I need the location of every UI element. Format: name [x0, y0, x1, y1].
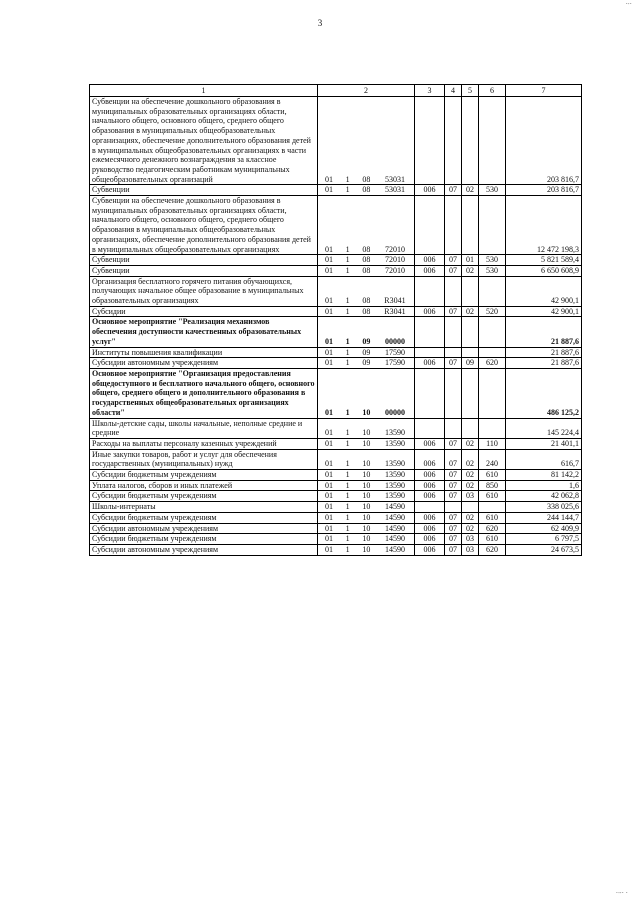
row-section: 07 [445, 534, 462, 545]
row-code [318, 449, 415, 469]
row-subsection: 03 [462, 544, 479, 555]
row-code [318, 347, 415, 358]
row-amount: 42 900,1 [506, 306, 582, 317]
row-section: 07 [445, 523, 462, 534]
row-section: 07 [445, 449, 462, 469]
row-expense-type: 620 [479, 544, 506, 555]
row-section [445, 418, 462, 438]
code-part: 1 [345, 255, 350, 265]
row-ministry-code: 006 [415, 265, 445, 276]
row-section [445, 368, 462, 418]
code-part: 01 [325, 296, 333, 306]
row-section: 07 [445, 512, 462, 523]
row-section: 07 [445, 544, 462, 555]
code-part: 53031 [384, 174, 405, 184]
row-amount: 486 125,2 [506, 368, 582, 418]
code-parts [320, 545, 412, 555]
row-section [445, 97, 462, 185]
row-section: 07 [445, 438, 462, 449]
code-part: R3041 [384, 306, 406, 316]
row-name: Основное мероприятие "Организация предоставления общедоступного и бесплатного начального общего, основного общего, среднего общего и дополнительного образования в государственных общеобразовательных организациях области" [90, 368, 318, 418]
row-name: Школы-детские сады, школы начальные, неполные средние и средние [90, 418, 318, 438]
row-amount: 1,6 [506, 480, 582, 491]
code-parts [320, 307, 412, 317]
column-header: 3 [415, 85, 445, 97]
row-subsection: 09 [462, 358, 479, 369]
code-part: 01 [325, 459, 333, 469]
row-name: Организация бесплатного горячего питания обучающихся, получающих начальное общее образование в муниципальных образовательных организациях [90, 276, 318, 306]
code-part: 01 [325, 502, 333, 512]
table-row [90, 196, 582, 255]
code-part: 1 [345, 358, 350, 368]
code-part: 01 [325, 306, 333, 316]
table-row [90, 185, 582, 196]
code-part: 1 [345, 512, 350, 522]
row-subsection: 02 [462, 185, 479, 196]
code-part: 01 [325, 470, 333, 480]
row-amount: 21 887,6 [506, 317, 582, 347]
code-parts [320, 524, 412, 534]
code-part: 10 [362, 438, 371, 448]
code-part: 53031 [384, 185, 405, 195]
row-code [318, 265, 415, 276]
row-name: Школы-интернаты [90, 502, 318, 513]
code-part: 01 [325, 428, 333, 438]
code-parts [320, 408, 412, 418]
row-code [318, 306, 415, 317]
row-subsection: 02 [462, 438, 479, 449]
code-part: 01 [325, 438, 333, 448]
code-part: 1 [345, 265, 350, 275]
row-subsection: 02 [462, 480, 479, 491]
row-expense-type: 240 [479, 449, 506, 469]
row-section: 07 [445, 306, 462, 317]
code-part: 1 [345, 306, 350, 316]
code-parts [320, 348, 412, 358]
row-ministry-code: 006 [415, 449, 445, 469]
code-parts [320, 534, 412, 544]
code-part: 1 [345, 523, 350, 533]
code-part: 01 [325, 185, 333, 195]
row-expense-type: 530 [479, 185, 506, 196]
row-amount: 42 900,1 [506, 276, 582, 306]
row-name: Субвенции на обеспечение дошкольного образования в муниципальных образовательных организациях области, начального общего, основного общего, среднего общего образования в муниципальных общеобразовательных организациях, обеспечение дополнительного образования детей в муниципальных общеобразовательных организациях в части ежемесячного денежного вознаграждения за классное руководство педагогическим работникам муниципальных общеобразовательных организаций [90, 97, 318, 185]
row-code [318, 502, 415, 513]
code-part: 10 [362, 407, 371, 417]
row-code [318, 97, 415, 185]
row-section: 07 [445, 480, 462, 491]
table-row [90, 438, 582, 449]
row-name: Субсидии бюджетным учреждениям [90, 470, 318, 481]
row-ministry-code: 006 [415, 512, 445, 523]
code-part: 09 [362, 347, 371, 357]
row-amount: 42 062,8 [506, 491, 582, 502]
row-amount: 24 673,5 [506, 544, 582, 555]
code-part: 13590 [384, 480, 405, 490]
table-row [90, 97, 582, 185]
code-part: 08 [362, 255, 371, 265]
row-ministry-code [415, 347, 445, 358]
code-parts [320, 255, 412, 265]
code-part: 13590 [384, 459, 405, 469]
column-header: 2 [318, 85, 415, 97]
table-row [90, 470, 582, 481]
row-expense-type: 850 [479, 480, 506, 491]
row-ministry-code: 006 [415, 544, 445, 555]
row-expense-type [479, 276, 506, 306]
code-part: 01 [325, 523, 333, 533]
row-name: Субвенции [90, 265, 318, 276]
row-code [318, 196, 415, 255]
code-part: 13590 [384, 491, 405, 501]
row-amount: 203 816,7 [506, 97, 582, 185]
code-part: 1 [345, 296, 350, 306]
row-name: Основное мероприятие "Реализация механизмов обеспечения доступности качественных образовательных услуг" [90, 317, 318, 347]
row-name: Субсидии автономным учреждениям [90, 544, 318, 555]
code-part: 1 [345, 185, 350, 195]
budget-table [89, 84, 582, 556]
code-part: 01 [325, 347, 333, 357]
table-header-row [90, 85, 582, 97]
table-row [90, 523, 582, 534]
table-row [90, 368, 582, 418]
code-parts [320, 337, 412, 347]
column-header: 4 [445, 85, 462, 97]
row-expense-type: 530 [479, 255, 506, 266]
row-expense-type: 620 [479, 358, 506, 369]
row-expense-type: 610 [479, 491, 506, 502]
code-part: 10 [362, 544, 371, 554]
code-part: 13590 [384, 438, 405, 448]
code-part: 10 [362, 502, 371, 512]
code-part: 10 [362, 480, 371, 490]
row-subsection: 02 [462, 306, 479, 317]
row-expense-type [479, 502, 506, 513]
table-row [90, 480, 582, 491]
row-expense-type [479, 97, 506, 185]
table-row [90, 255, 582, 266]
code-parts [320, 502, 412, 512]
table-row [90, 347, 582, 358]
code-part: 00000 [384, 336, 405, 346]
table-row [90, 276, 582, 306]
row-section: 07 [445, 255, 462, 266]
code-part: 10 [362, 459, 371, 469]
row-ministry-code: 006 [415, 438, 445, 449]
row-expense-type: 110 [479, 438, 506, 449]
row-name: Иные закупки товаров, работ и услуг для обеспечения государственных (муниципальных) нужд [90, 449, 318, 469]
code-part: 01 [325, 544, 333, 554]
row-name: Институты повышения квалификации [90, 347, 318, 358]
code-part: 14590 [384, 534, 405, 544]
row-subsection [462, 368, 479, 418]
code-part: 1 [345, 438, 350, 448]
row-section [445, 502, 462, 513]
row-section: 07 [445, 470, 462, 481]
row-code [318, 185, 415, 196]
code-part: 01 [325, 336, 333, 346]
row-subsection: 02 [462, 265, 479, 276]
row-name: Субсидии бюджетным учреждениям [90, 491, 318, 502]
row-expense-type: 610 [479, 534, 506, 545]
code-part: 1 [345, 347, 350, 357]
table-row [90, 317, 582, 347]
row-expense-type: 610 [479, 470, 506, 481]
row-subsection [462, 418, 479, 438]
code-parts [320, 439, 412, 449]
row-expense-type: 520 [479, 306, 506, 317]
code-part: 1 [345, 491, 350, 501]
code-part: 13590 [384, 428, 405, 438]
row-amount: 244 144,7 [506, 512, 582, 523]
row-code [318, 438, 415, 449]
row-expense-type: 610 [479, 512, 506, 523]
row-ministry-code: 006 [415, 255, 445, 266]
code-part: 1 [345, 544, 350, 554]
code-part: 10 [362, 491, 371, 501]
code-part: 1 [345, 502, 350, 512]
row-code [318, 255, 415, 266]
row-subsection [462, 196, 479, 255]
code-part: 10 [362, 534, 371, 544]
row-amount: 616,7 [506, 449, 582, 469]
table-row [90, 491, 582, 502]
row-expense-type [479, 347, 506, 358]
code-part: 1 [345, 407, 350, 417]
row-code [318, 470, 415, 481]
row-subsection: 02 [462, 512, 479, 523]
row-section [445, 196, 462, 255]
code-part: 01 [325, 534, 333, 544]
row-ministry-code [415, 502, 445, 513]
row-subsection: 03 [462, 534, 479, 545]
row-section [445, 276, 462, 306]
row-ministry-code [415, 196, 445, 255]
code-part: 01 [325, 480, 333, 490]
row-amount: 62 409,9 [506, 523, 582, 534]
code-part: 17590 [384, 358, 405, 368]
code-part: 72010 [384, 265, 405, 275]
code-parts [320, 296, 412, 306]
row-amount: 6 650 608,9 [506, 265, 582, 276]
row-subsection [462, 502, 479, 513]
row-subsection: 02 [462, 470, 479, 481]
row-code [318, 480, 415, 491]
row-name: Субсидии автономным учреждениям [90, 523, 318, 534]
code-part: 72010 [384, 244, 405, 254]
code-part: 14590 [384, 502, 405, 512]
code-part: 01 [325, 512, 333, 522]
row-name: Субвенции [90, 185, 318, 196]
column-header: 7 [506, 85, 582, 97]
table-row [90, 512, 582, 523]
row-code [318, 418, 415, 438]
code-part: 00000 [384, 407, 405, 417]
row-subsection [462, 276, 479, 306]
code-part: 1 [345, 480, 350, 490]
code-part: 1 [345, 459, 350, 469]
code-part: 01 [325, 265, 333, 275]
code-part: 10 [362, 523, 371, 533]
code-part: 10 [362, 428, 371, 438]
code-part: 08 [362, 185, 371, 195]
row-ministry-code: 006 [415, 185, 445, 196]
row-name: Уплата налогов, сборов и иных платежей [90, 480, 318, 491]
table-row [90, 265, 582, 276]
row-ministry-code: 006 [415, 534, 445, 545]
code-parts [320, 481, 412, 491]
code-part: 14590 [384, 512, 405, 522]
row-ministry-code: 006 [415, 358, 445, 369]
code-parts [320, 470, 412, 480]
row-amount: 21 887,6 [506, 358, 582, 369]
row-section: 07 [445, 185, 462, 196]
code-part: 17590 [384, 347, 405, 357]
row-subsection: 01 [462, 255, 479, 266]
code-part: 08 [362, 306, 371, 316]
code-part: 1 [345, 174, 350, 184]
row-subsection: 03 [462, 491, 479, 502]
row-ministry-code [415, 97, 445, 185]
row-code [318, 512, 415, 523]
row-subsection [462, 317, 479, 347]
row-name: Субсидии автономным учреждениям [90, 358, 318, 369]
code-part: 13590 [384, 470, 405, 480]
row-section: 07 [445, 491, 462, 502]
code-part: 09 [362, 358, 371, 368]
code-part: 08 [362, 174, 371, 184]
row-code [318, 276, 415, 306]
code-part: 09 [362, 336, 371, 346]
row-ministry-code: 006 [415, 306, 445, 317]
column-header: 6 [479, 85, 506, 97]
row-code [318, 523, 415, 534]
code-part: 01 [325, 358, 333, 368]
code-part: 01 [325, 174, 333, 184]
row-section [445, 317, 462, 347]
row-ministry-code: 006 [415, 470, 445, 481]
row-ministry-code [415, 418, 445, 438]
row-expense-type [479, 196, 506, 255]
page-number: 3 [317, 18, 323, 28]
corner-mark-top: ·∙· [625, 0, 632, 8]
row-name: Субвенции на обеспечение дошкольного образования в муниципальных образовательных организациях области, начального общего, основного общего, среднего общего образования в муниципальных общеобразовательных организациях, обеспечение дополнительного образования детей в муниципальных общеобразовательных организациях [90, 196, 318, 255]
row-section: 07 [445, 265, 462, 276]
row-name: Субсидии бюджетным учреждениям [90, 534, 318, 545]
row-name: Субсидии бюджетным учреждениям [90, 512, 318, 523]
row-code [318, 368, 415, 418]
table-row [90, 502, 582, 513]
row-ministry-code [415, 368, 445, 418]
code-part: 08 [362, 244, 371, 254]
row-subsection: 02 [462, 449, 479, 469]
table-row [90, 449, 582, 469]
code-part: R3041 [384, 296, 406, 306]
code-part: 10 [362, 470, 371, 480]
code-parts [320, 358, 412, 368]
code-part: 1 [345, 428, 350, 438]
table-row [90, 418, 582, 438]
code-parts [320, 266, 412, 276]
table-row [90, 544, 582, 555]
row-amount: 145 224,4 [506, 418, 582, 438]
code-parts [320, 175, 412, 185]
row-ministry-code: 006 [415, 491, 445, 502]
column-header: 1 [90, 85, 318, 97]
row-code [318, 358, 415, 369]
code-part: 14590 [384, 523, 405, 533]
code-part: 1 [345, 244, 350, 254]
row-subsection [462, 97, 479, 185]
code-part: 1 [345, 534, 350, 544]
code-part: 08 [362, 265, 371, 275]
row-code [318, 491, 415, 502]
code-parts [320, 459, 412, 469]
row-amount: 21 401,1 [506, 438, 582, 449]
row-section [445, 347, 462, 358]
row-amount: 21 887,6 [506, 347, 582, 358]
code-parts [320, 185, 412, 195]
row-code [318, 534, 415, 545]
row-expense-type: 620 [479, 523, 506, 534]
row-amount: 6 797,5 [506, 534, 582, 545]
code-part: 10 [362, 512, 371, 522]
row-expense-type [479, 317, 506, 347]
code-part: 01 [325, 255, 333, 265]
code-parts [320, 428, 412, 438]
row-ministry-code: 006 [415, 480, 445, 491]
row-amount: 5 821 589,4 [506, 255, 582, 266]
corner-mark-bottom: ·∙∙· · [615, 889, 628, 897]
row-amount: 12 472 198,3 [506, 196, 582, 255]
code-parts [320, 513, 412, 523]
row-amount: 338 025,6 [506, 502, 582, 513]
row-amount: 81 142,2 [506, 470, 582, 481]
row-expense-type [479, 368, 506, 418]
table-row [90, 306, 582, 317]
row-name: Расходы на выплаты персоналу казенных учреждений [90, 438, 318, 449]
column-header: 5 [462, 85, 479, 97]
row-section: 07 [445, 358, 462, 369]
code-part: 08 [362, 296, 371, 306]
table-row [90, 534, 582, 545]
code-part: 01 [325, 491, 333, 501]
code-parts [320, 491, 412, 501]
code-part: 01 [325, 244, 333, 254]
code-part: 01 [325, 407, 333, 417]
row-code [318, 544, 415, 555]
row-ministry-code: 006 [415, 523, 445, 534]
row-expense-type: 530 [479, 265, 506, 276]
row-ministry-code [415, 317, 445, 347]
table-row [90, 358, 582, 369]
row-amount: 203 816,7 [506, 185, 582, 196]
row-subsection: 02 [462, 523, 479, 534]
code-part: 72010 [384, 255, 405, 265]
row-subsection [462, 347, 479, 358]
row-name: Субсидии [90, 306, 318, 317]
row-code [318, 317, 415, 347]
code-parts [320, 245, 412, 255]
row-ministry-code [415, 276, 445, 306]
code-part: 1 [345, 336, 350, 346]
row-name: Субвенции [90, 255, 318, 266]
code-part: 14590 [384, 544, 405, 554]
code-part: 1 [345, 470, 350, 480]
row-expense-type [479, 418, 506, 438]
